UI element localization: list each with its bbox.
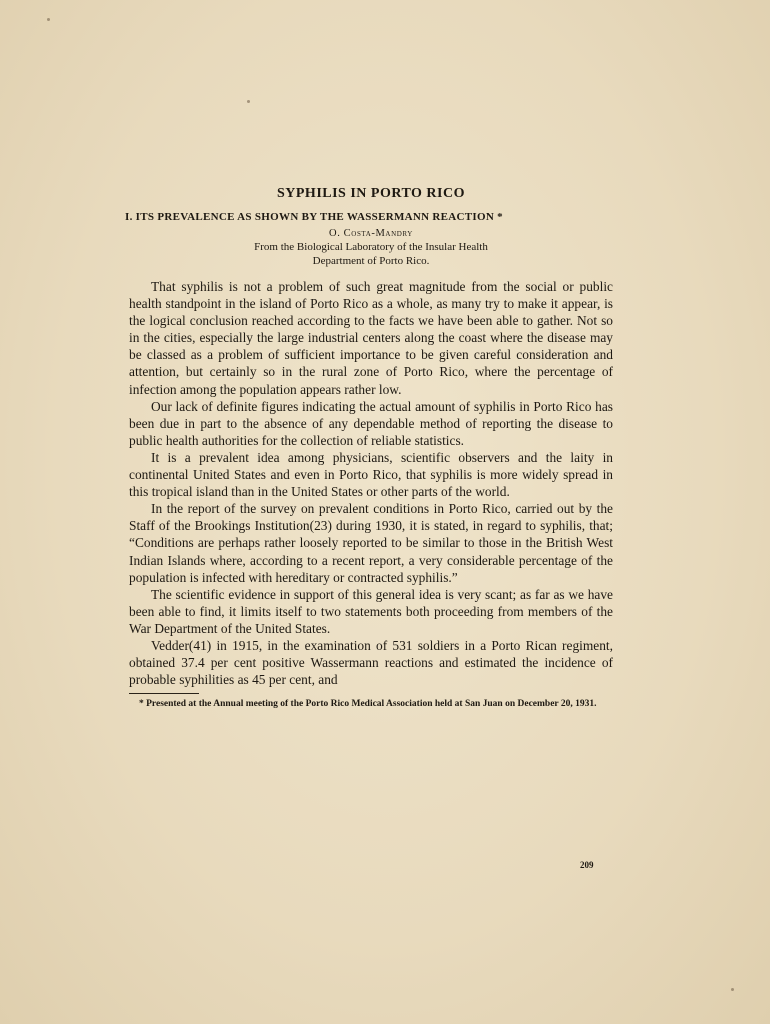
body-paragraph: The scientific evidence in support of this general idea is very scant; as far as we have been able to find, it limits itself to two statements both proceeding from members of the War Department of the United States. [129, 586, 613, 636]
scan-speck [47, 18, 50, 21]
body-paragraph: It is a prevalent idea among physicians, scientific observers and the laity in continental United States and even in Porto Rico, that syphilis is more widely spread in this tropical island than in the United States or other parts of the world. [129, 449, 613, 500]
footnote-divider [129, 693, 199, 694]
article [125, 186, 613, 711]
affiliation-line: From the Biological Laboratory of the Insular Health [254, 241, 488, 253]
affiliation-line: Department of Porto Rico. [312, 255, 430, 267]
scan-speck [247, 100, 250, 103]
body-paragraph: Our lack of definite figures indicating the actual amount of syphilis in Porto Rico has been due in part to the absence of any dependable method of reporting the disease to public health authorities for the collection of reliable statistics. [129, 398, 613, 448]
article-body [129, 278, 613, 688]
body-paragraph: In the report of the survey on prevalent conditions in Porto Rico, carried out by the Staff of the Brookings Institution(23) during 1930, it is stated, in regard to syphilis, that; “Conditions are perhaps rather loosely reported to be similar to those in the British West Indian Islands where, according to a recent report, a very considerable percentage of the population is infected with hereditary or contracted syphilis.” [129, 501, 613, 585]
body-paragraph: Vedder(41) in 1915, in the examination of 531 soldiers in a Porto Rican regiment, obtained 37.4 per cent positive Wassermann reactions and estimated the incidence of probable syphilities as 45 per cent, and [129, 637, 613, 688]
footnote: * Presented at the Annual meeting of the Porto Rico Medical Association held at San Juan on December 20, 1931. [139, 699, 597, 710]
author-name: O. Costa-Mandry [329, 228, 413, 239]
body-paragraph: That syphilis is not a problem of such great magnitude from the social or public health standpoint in the island of Porto Rico as a whole, as many try to make it appear, is the logical conclusion reached according to the facts we have been able to gather. Not so in the cities, especially the large industrial centers along the coast where the disease may be classed as a problem of sufficient importance to be given careful consideration and attention, but certainly so in the rural zone of Porto Rico, where the percentage of infection among the population appears rather low. [129, 279, 613, 397]
page-number: 209 [580, 860, 594, 870]
article-title: SYPHILIS IN PORTO RICO [276, 186, 465, 201]
scan-speck [731, 988, 734, 991]
article-subtitle: I. ITS PREVALENCE AS SHOWN BY THE WASSERMANN REACTION * [125, 211, 503, 223]
